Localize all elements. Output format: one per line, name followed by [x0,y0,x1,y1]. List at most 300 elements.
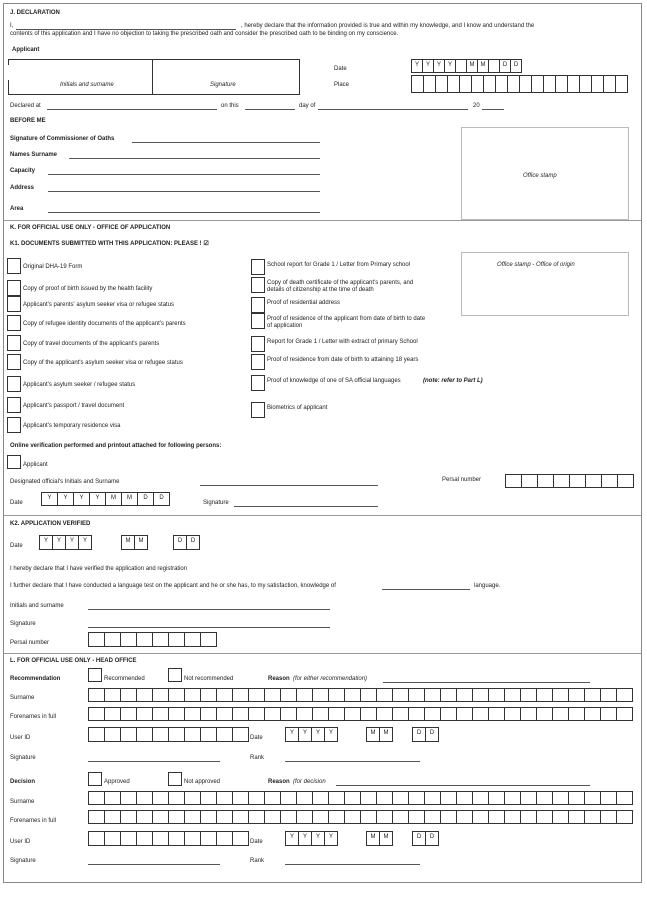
l-box-cell[interactable] [104,791,121,805]
l-box-cell[interactable] [312,791,329,805]
l-box-cell[interactable] [312,688,329,702]
k2-date-cell[interactable]: Y [78,535,92,550]
document-checkbox[interactable] [7,354,21,370]
k-date-cell[interactable]: Y [73,492,90,506]
l-box-cell[interactable] [376,791,393,805]
l-box-cell[interactable] [296,791,313,805]
l-box-cell[interactable] [136,688,153,702]
j-date-cell[interactable]: Y [411,59,423,73]
k-signature-label: Signature [203,500,229,506]
document-checkbox[interactable] [251,336,265,352]
k2-date-label: Date [10,543,23,549]
document-checkbox[interactable] [7,376,21,392]
l-date-cell[interactable]: D [425,727,439,742]
l-box-cell[interactable] [296,688,313,702]
k2-persal-cell[interactable] [136,632,153,647]
j-date-cell[interactable]: Y [444,59,456,73]
document-checkbox[interactable] [7,296,21,312]
l-userid-cell[interactable] [152,831,169,846]
declared-at-field[interactable] [47,109,217,110]
l-box-cell[interactable] [456,810,473,824]
l-box-cell[interactable] [536,688,553,702]
k-date-cell[interactable]: D [153,492,170,506]
l-box-cell[interactable] [600,688,617,702]
l-userid-cell[interactable] [136,727,153,742]
l-box-cell[interactable] [408,707,425,721]
l-userid-cell[interactable] [232,831,249,846]
document-checkbox[interactable] [7,280,21,296]
k2-persal-cell[interactable] [184,632,201,647]
l-box-cell[interactable] [216,707,233,721]
applicant-verification-checkbox[interactable] [7,455,21,469]
l-box-cell[interactable] [152,688,169,702]
l-box-cell[interactable] [552,707,569,721]
l-signature-label-2: Signature [10,858,36,864]
k2-date-cell[interactable]: D [173,535,187,550]
document-label: of application [267,323,303,329]
document-checkbox[interactable] [251,259,265,275]
k-persal-cell[interactable] [521,474,538,488]
k-date-cell[interactable]: Y [57,492,74,506]
l-box-cell[interactable] [120,791,137,805]
j-date-cell[interactable]: M [466,59,478,73]
k2-persal-cell[interactable] [104,632,121,647]
j-date-cell[interactable]: Y [422,59,434,73]
l-box-cell[interactable] [360,791,377,805]
l-box-cell[interactable] [200,810,217,824]
l-box-cell[interactable] [168,810,185,824]
l-box-cell[interactable] [536,791,553,805]
l-box-cell[interactable] [584,707,601,721]
language-field[interactable] [382,589,470,590]
l-box-cell[interactable] [408,791,425,805]
l-signature-field[interactable] [88,761,220,762]
document-label: Applicant's passport / travel document [23,403,125,409]
document-label: Original DHA-19 Form [23,264,83,270]
reason-dec-field[interactable] [336,785,590,786]
l-box-cell[interactable] [232,810,249,824]
l-userid-cell[interactable] [120,727,137,742]
l-box-cell[interactable] [280,791,297,805]
l-box-cell[interactable] [472,707,489,721]
l-box-cell[interactable] [440,791,457,805]
not-recommended-checkbox[interactable] [168,668,182,682]
l-userid-cell[interactable] [120,831,137,846]
l-box-cell[interactable] [280,707,297,721]
l-date-cell[interactable]: M [379,831,393,846]
l-box-cell[interactable] [488,688,505,702]
document-checkbox[interactable] [7,315,21,331]
k2-date-cell[interactable]: M [121,535,135,550]
l-userid-cell[interactable] [184,727,201,742]
commissioner-signature-field[interactable] [132,142,320,143]
k-persal-cell[interactable] [505,474,522,488]
i-label: I, [10,23,14,29]
l-date-cell[interactable]: Y [285,727,299,742]
l-box-cell[interactable] [376,707,393,721]
area-field[interactable] [48,212,320,213]
l-box-cell[interactable] [120,707,137,721]
names-surname-field[interactable] [69,158,320,159]
l-box-cell[interactable] [88,810,105,824]
document-label: Report for Grade 1 / Letter with extract of primary School [267,339,418,345]
l-box-cell[interactable] [568,688,585,702]
l-box-cell[interactable] [328,791,345,805]
l-box-cell[interactable] [232,791,249,805]
designated-official-label: Designated official's Initials and Surname [10,479,120,485]
l-box-cell[interactable] [136,810,153,824]
l-userid-cell[interactable] [216,831,233,846]
reason-rec-field[interactable] [383,682,590,683]
k-date-cell[interactable]: D [137,492,154,506]
l-box-cell[interactable] [568,810,585,824]
l-box-cell[interactable] [504,791,521,805]
l-userid-label: User ID [10,735,31,741]
k-persal-cell[interactable] [585,474,602,488]
l-box-cell[interactable] [504,707,521,721]
l-box-cell[interactable] [216,810,233,824]
k-date-cell[interactable]: M [121,492,138,506]
l-box-cell[interactable] [344,707,361,721]
l-box-cell[interactable] [520,810,537,824]
l-box-cell[interactable] [360,688,377,702]
l-box-cell[interactable] [536,810,553,824]
designated-official-field[interactable] [200,485,378,486]
l-box-cell[interactable] [424,688,441,702]
l-date-cell[interactable]: Y [311,831,325,846]
capacity-field[interactable] [48,174,320,175]
l-box-cell[interactable] [568,707,585,721]
k-date-cell[interactable]: M [105,492,122,506]
l-box-cell[interactable] [456,791,473,805]
l-date-cell[interactable]: Y [324,727,338,742]
l-box-cell[interactable] [264,707,281,721]
l-date-cell[interactable]: M [366,727,380,742]
l-box-cell[interactable] [200,688,217,702]
commissioner-signature-label: Signature of Commissioner of Oaths [10,136,115,142]
l-box-cell[interactable] [360,707,377,721]
l-box-cell[interactable] [392,791,409,805]
l-box-cell[interactable] [136,707,153,721]
l-box-cell[interactable] [248,707,265,721]
l-rank-field-2[interactable] [285,864,420,865]
l-box-cell[interactable] [536,707,553,721]
l-box-cell[interactable] [120,688,137,702]
l-box-cell[interactable] [392,707,409,721]
year-field[interactable] [482,109,504,110]
l-box-cell[interactable] [472,688,489,702]
initials-surname-label: Initials and surname [60,82,114,88]
k2-initials-label: Initials and surname [10,603,64,609]
on-this-label: on this [221,103,239,109]
l-userid-cell[interactable] [168,727,185,742]
not-approved-checkbox[interactable] [168,772,182,786]
k2-signature-label: Signature [10,621,36,627]
k2-persal-cell[interactable] [88,632,105,647]
recommended-label: Recommended [104,676,145,682]
document-checkbox[interactable] [7,417,21,433]
l-box-cell[interactable] [616,810,633,824]
l-box-cell[interactable] [584,688,601,702]
l-box-cell[interactable] [616,707,633,721]
l-box-cell[interactable] [424,791,441,805]
l-box-cell[interactable] [552,810,569,824]
l-box-cell[interactable] [88,688,105,702]
l-surname-label-2: Surname [10,799,35,805]
l-box-cell[interactable] [584,791,601,805]
l-box-cell[interactable] [232,688,249,702]
l-date-cell[interactable]: D [412,727,426,742]
k2-persal-cell[interactable] [200,632,217,647]
l-rank-label: Rank [250,755,265,761]
k-date-label: Date [10,500,23,506]
l-box-cell[interactable] [104,688,121,702]
document-label: Copy of refugee identity documents of the applicant's parents [23,321,186,327]
l-userid-cell[interactable] [88,831,105,846]
l-box-cell[interactable] [328,707,345,721]
l-box-cell[interactable] [184,810,201,824]
l-box-cell[interactable] [152,810,169,824]
day-field[interactable] [245,109,295,110]
l-box-cell[interactable] [184,688,201,702]
l-box-cell[interactable] [552,791,569,805]
k2-persal-cell[interactable] [152,632,169,647]
document-checkbox[interactable] [7,258,21,274]
k2-date-cell[interactable]: Y [52,535,66,550]
l-box-cell[interactable] [488,707,505,721]
l-date-cell[interactable]: M [379,727,393,742]
l-box-cell[interactable] [264,810,281,824]
month-field[interactable] [318,109,468,110]
l-box-cell[interactable] [376,810,393,824]
l-userid-cell[interactable] [184,831,201,846]
k2-date-cell[interactable]: M [134,535,148,550]
l-box-cell[interactable] [248,791,265,805]
reason-rec-label: Reason [268,676,290,682]
l-box-cell[interactable] [296,810,313,824]
l-box-cell[interactable] [376,688,393,702]
l-box-cell[interactable] [424,810,441,824]
l-userid-cell[interactable] [168,831,185,846]
document-checkbox[interactable] [7,335,21,351]
l-box-cell[interactable] [616,791,633,805]
k-date-cell[interactable]: Y [41,492,58,506]
document-checkbox[interactable] [251,375,265,391]
document-checkbox[interactable] [251,297,265,313]
not-approved-label: Not approved [184,779,221,785]
initials-field[interactable] [8,65,151,80]
l-box-cell[interactable] [200,707,217,721]
l-box-cell[interactable] [216,688,233,702]
l-box-cell[interactable] [584,810,601,824]
l-box-cell[interactable] [488,810,505,824]
l-box-cell[interactable] [360,810,377,824]
recommendation-label: Recommendation [10,676,61,682]
k2-initials-field[interactable] [88,609,330,610]
signature-field[interactable] [155,65,295,80]
k-date-cell[interactable]: Y [89,492,106,506]
l-box-cell[interactable] [440,810,457,824]
l-box-cell[interactable] [472,791,489,805]
document-checkbox[interactable] [7,397,21,413]
l-box-cell[interactable] [248,688,265,702]
k2-declare-2: I further declare that I have conducted a language test on the applicant and he or she has, to my satisfaction, knowledge of [10,583,336,589]
l-box-cell[interactable] [392,810,409,824]
office-stamp-label: Office stamp [523,173,557,179]
l-box-cell[interactable] [152,791,169,805]
document-label: (note: refer to Part L) [423,378,483,384]
l-box-cell[interactable] [520,707,537,721]
k-persal-cell[interactable] [617,474,634,488]
l-box-cell[interactable] [392,688,409,702]
l-box-cell[interactable] [520,688,537,702]
section-divider [4,653,641,654]
l-box-cell[interactable] [600,791,617,805]
capacity-label: Capacity [10,168,36,174]
declarant-name-field[interactable] [16,29,236,30]
section-j-heading: J. DECLARATION [10,10,60,16]
l-box-cell[interactable] [328,688,345,702]
k-signature-field[interactable] [234,506,378,507]
l-box-cell[interactable] [344,791,361,805]
l-box-cell[interactable] [440,707,457,721]
divider [152,59,153,94]
l-box-cell[interactable] [296,707,313,721]
l-box-cell[interactable] [600,810,617,824]
document-label: Proof of residential address [267,300,341,306]
l-userid-cell[interactable] [88,727,105,742]
l-box-cell[interactable] [104,810,121,824]
l-box-cell[interactable] [328,810,345,824]
l-box-cell[interactable] [280,688,297,702]
l-box-cell[interactable] [168,791,185,805]
document-checkbox[interactable] [251,354,265,370]
l-box-cell[interactable] [552,688,569,702]
l-userid-cell[interactable] [104,727,121,742]
l-box-cell[interactable] [344,810,361,824]
j-date-cell[interactable]: D [510,59,522,73]
k2-signature-field[interactable] [88,627,330,628]
k2-persal-cell[interactable] [120,632,137,647]
document-checkbox[interactable] [251,402,265,418]
l-userid-cell[interactable] [216,727,233,742]
l-userid-cell[interactable] [200,727,217,742]
k2-date-cell[interactable]: D [186,535,200,550]
l-userid-cell[interactable] [200,831,217,846]
j-date-cell[interactable]: M [477,59,489,73]
l-box-cell[interactable] [120,810,137,824]
approved-checkbox[interactable] [88,772,102,786]
l-box-cell[interactable] [168,688,185,702]
l-box-cell[interactable] [184,791,201,805]
k2-declare-1: I hereby declare that I have verified the application and registration [10,566,188,572]
j-place-cell[interactable] [615,75,628,93]
l-date-cell[interactable]: Y [298,831,312,846]
l-box-cell[interactable] [504,688,521,702]
k-persal-cell[interactable] [569,474,586,488]
l-box-cell[interactable] [344,688,361,702]
l-surname-label: Surname [10,695,35,701]
l-userid-cell[interactable] [232,727,249,742]
l-box-cell[interactable] [312,707,329,721]
l-rank-field[interactable] [285,761,420,762]
l-box-cell[interactable] [216,791,233,805]
k-persal-cell[interactable] [553,474,570,488]
k-persal-cell[interactable] [537,474,554,488]
l-box-cell[interactable] [136,791,153,805]
l-box-cell[interactable] [184,707,201,721]
l-date-cell[interactable]: Y [285,831,299,846]
l-box-cell[interactable] [408,810,425,824]
l-box-cell[interactable] [264,688,281,702]
l-box-cell[interactable] [440,688,457,702]
l-date-cell[interactable]: M [366,831,380,846]
l-box-cell[interactable] [456,707,473,721]
recommended-checkbox[interactable] [88,668,102,682]
declaration-text-1: , hereby declare that the information provided is true and within my knowledge, and I know and understand the [241,23,535,29]
l-box-cell[interactable] [88,791,105,805]
l-date-cell[interactable]: D [412,831,426,846]
l-box-cell[interactable] [88,707,105,721]
l-box-cell[interactable] [168,707,185,721]
l-box-cell[interactable] [264,791,281,805]
l-userid-cell[interactable] [104,831,121,846]
l-box-cell[interactable] [488,791,505,805]
l-box-cell[interactable] [232,707,249,721]
k-persal-cell[interactable] [601,474,618,488]
area-label: Area [10,206,24,212]
l-box-cell[interactable] [312,810,329,824]
office-stamp-origin-label: Office stamp - Office of origin [497,262,575,268]
document-label: Copy of travel documents of the applicant's parents [23,341,160,347]
l-box-cell[interactable] [200,791,217,805]
document-label: Proof of residence of the applicant from date of birth to date [267,316,426,322]
l-box-cell[interactable] [616,688,633,702]
l-box-cell[interactable] [456,688,473,702]
l-date-cell[interactable]: Y [324,831,338,846]
l-box-cell[interactable] [280,810,297,824]
l-box-cell[interactable] [568,791,585,805]
j-date-cell[interactable]: D [499,59,511,73]
section-divider [4,220,641,221]
l-box-cell[interactable] [248,810,265,824]
l-date-cell[interactable]: Y [311,727,325,742]
document-checkbox[interactable] [251,277,265,293]
l-box-cell[interactable] [408,688,425,702]
k2-persal-cell[interactable] [168,632,185,647]
l-date-cell[interactable]: Y [298,727,312,742]
l-signature-field-2[interactable] [88,864,220,865]
l-date-cell[interactable]: D [425,831,439,846]
l-box-cell[interactable] [472,810,489,824]
document-label: Proof of residence from date of birth to attaining 18 years [267,357,419,363]
l-box-cell[interactable] [424,707,441,721]
k2-date-cell[interactable]: Y [65,535,79,550]
day-of-label: day of [299,103,316,109]
l-box-cell[interactable] [600,707,617,721]
document-checkbox[interactable] [251,313,265,329]
l-box-cell[interactable] [104,707,121,721]
l-userid-cell[interactable] [136,831,153,846]
k2-date-cell[interactable]: Y [39,535,53,550]
l-box-cell[interactable] [520,791,537,805]
l-userid-cell[interactable] [152,727,169,742]
l-date-label-2: Date [250,839,263,845]
address-field[interactable] [48,191,320,192]
l-box-cell[interactable] [504,810,521,824]
l-box-cell[interactable] [152,707,169,721]
j-date-cell[interactable]: Y [433,59,445,73]
